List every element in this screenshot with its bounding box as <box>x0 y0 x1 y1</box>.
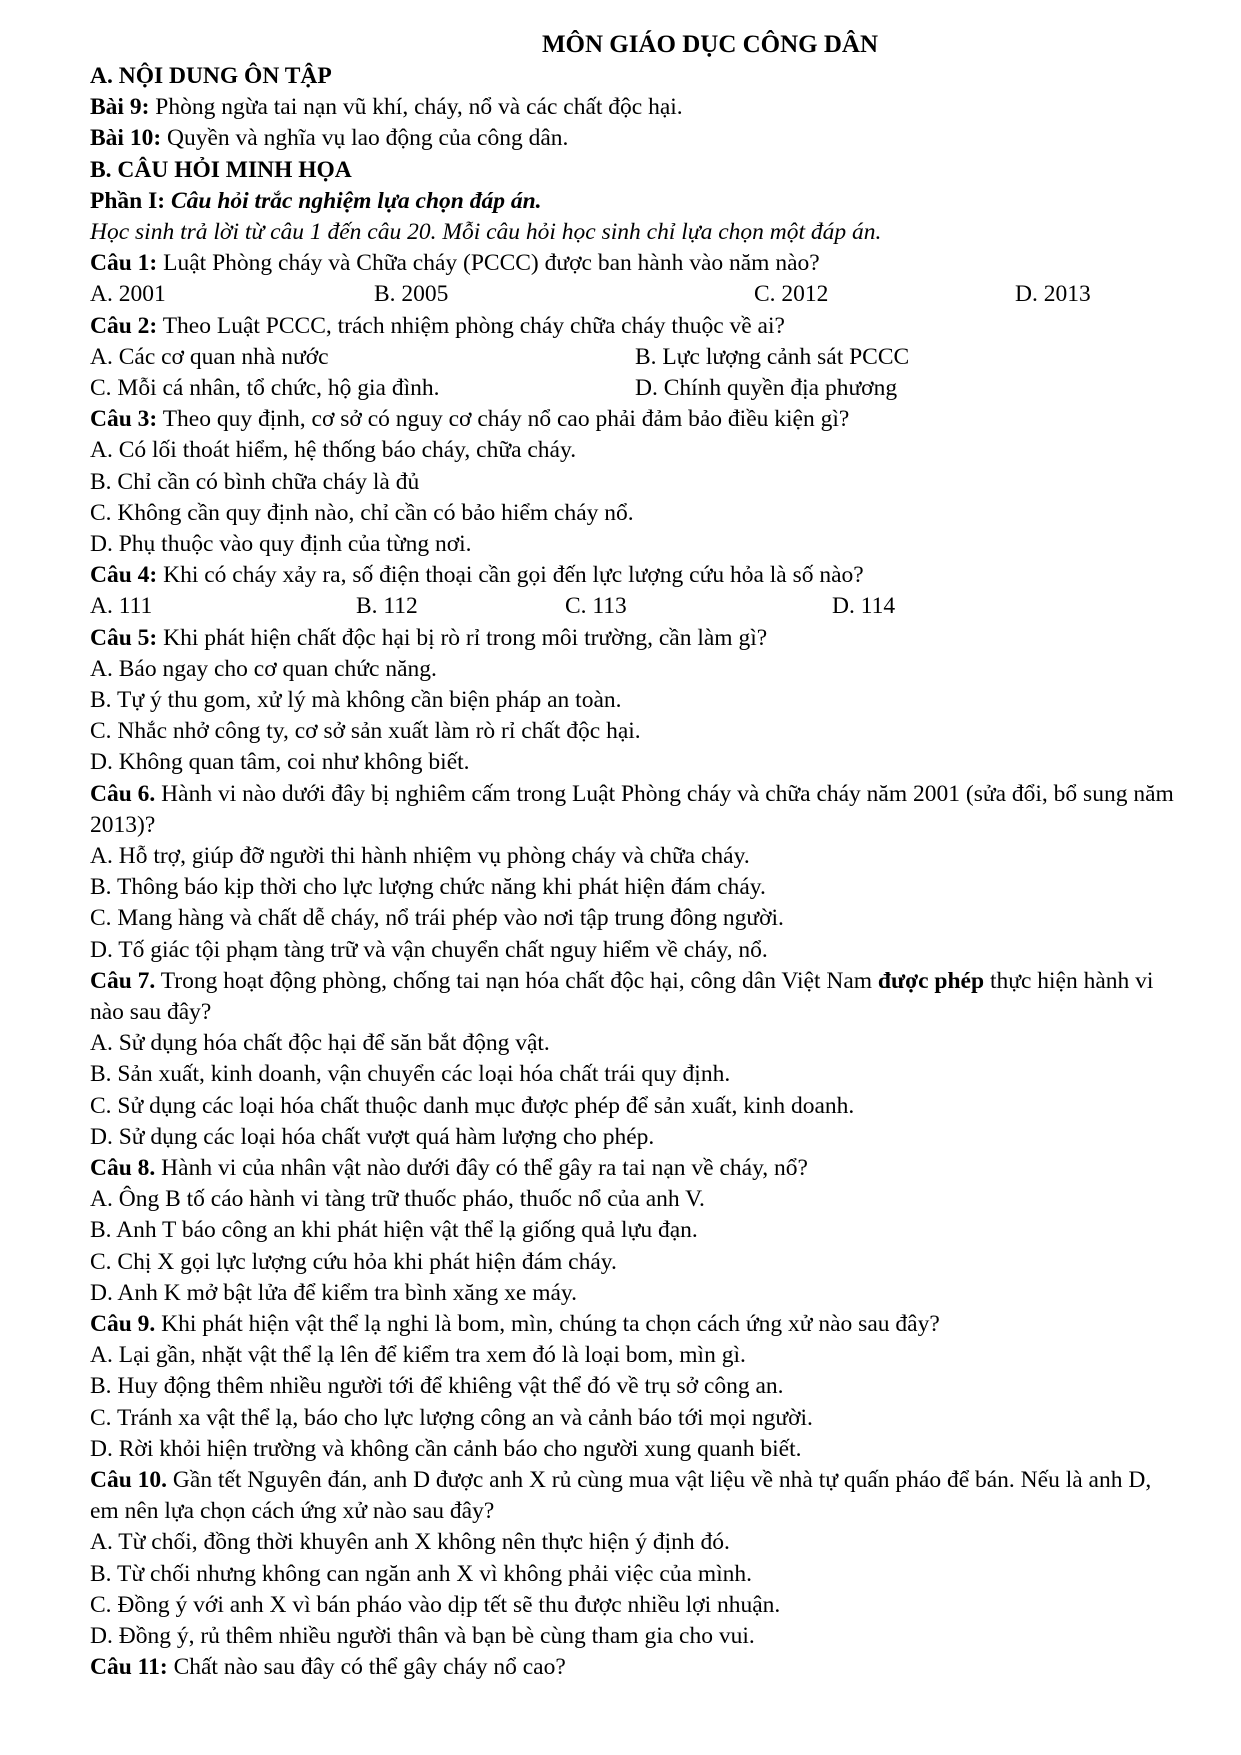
option-d: D. Đồng ý, rủ thêm nhiều người thân và bạn bè cùng tham gia cho vui. <box>90 1623 755 1650</box>
option-c: C. 2012 <box>754 281 829 308</box>
option-b: B. Thông báo kịp thời cho lực lượng chức năng khi phát hiện đám cháy. <box>90 874 766 901</box>
question-2-options-row-1 <box>90 342 1180 373</box>
question-label: Câu 8. <box>90 1155 156 1182</box>
option-c: C. Đồng ý với anh X vì bán pháo vào dịp tết sẽ thu được nhiều lợi nhuận. <box>90 1591 781 1618</box>
lesson-10 <box>90 123 1180 154</box>
part-label: Phần I: <box>90 187 166 214</box>
question-label: Câu 11: <box>90 1654 168 1681</box>
option-b: B. Lực lượng cảnh sát PCCC <box>635 343 910 370</box>
option-a: A. 2001 <box>90 281 166 308</box>
option-c: C. Mang hàng và chất dễ cháy, nổ trái phép vào nơi tập trung đông người. <box>90 905 784 932</box>
question-label: Câu 1: <box>90 250 158 277</box>
option-a: A. 111 <box>90 593 153 620</box>
option-c: C. Nhắc nhở công ty, cơ sở sản xuất làm rò rỉ chất độc hại. <box>90 718 641 745</box>
question-4-options <box>90 591 1180 622</box>
question-label: Câu 7. <box>90 967 156 994</box>
lesson-text: Phòng ngừa tai nạn vũ khí, cháy, nổ và các chất độc hại. <box>149 94 683 121</box>
question-3 <box>90 404 1180 435</box>
option-a: A. Ông B tố cáo hành vi tàng trữ thuốc pháo, thuốc nổ của anh V. <box>90 1186 705 1213</box>
option-d: D. Rời khỏi hiện trường và không cần cảnh báo cho người xung quanh biết. <box>90 1435 802 1462</box>
question-text: Khi phát hiện chất độc hại bị rò rỉ trong môi trường, cần làm gì? <box>157 624 768 651</box>
question-1 <box>90 248 1180 279</box>
question-label: Câu 2: <box>90 312 158 339</box>
option-d: D. Sử dụng các loại hóa chất vượt quá hàm lượng cho phép. <box>90 1123 655 1150</box>
option-b: B. 112 <box>356 593 418 620</box>
option-c: C. Chị X gọi lực lượng cứu hỏa khi phát hiện đám cháy. <box>90 1248 617 1275</box>
lesson-9 <box>90 92 1180 123</box>
question-label: Câu 4: <box>90 562 158 589</box>
option-c: C. Mỗi cá nhân, tổ chức, hộ gia đình. <box>90 375 440 401</box>
question-text: Luật Phòng cháy và Chữa cháy (PCCC) được ban hành vào năm nào? <box>157 250 820 277</box>
question-emphasis: được phép <box>877 967 985 994</box>
instruction: Học sinh trả lời từ câu 1 đến câu 20. Mỗi câu hỏi học sinh chỉ lựa chọn một đáp án. <box>90 219 882 246</box>
question-label: Câu 5: <box>90 624 158 651</box>
question-label: Câu 10. <box>90 1467 168 1494</box>
section-b-heading: B. CÂU HỎI MINH HỌA <box>90 156 352 183</box>
option-d: D. Anh K mở bật lửa để kiểm tra bình xăng xe máy. <box>90 1279 578 1306</box>
option-a: A. Sử dụng hóa chất độc hại để săn bắt động vật. <box>90 1030 550 1057</box>
option-a: A. Từ chối, đồng thời khuyên anh X không nên thực hiện ý định đó. <box>90 1529 730 1556</box>
option-c: C. Tránh xa vật thể lạ, báo cho lực lượng công an và cảnh báo tới mọi người. <box>90 1404 813 1431</box>
question-text: Theo quy định, cơ sở có nguy cơ cháy nổ cao phải đảm bảo điều kiện gì? <box>157 406 850 433</box>
question-text: Hành vi nào dưới đây bị nghiêm cấm trong Luật Phòng cháy và chữa cháy năm 2001 (sửa đổi, bổ sung năm 2013)? <box>90 780 1174 838</box>
option-b: B. Chỉ cần có bình chữa cháy là đủ <box>90 468 420 495</box>
document-title: MÔN GIÁO DỤC CÔNG DÂN <box>541 31 879 58</box>
question-5 <box>90 623 1180 654</box>
option-a: A. Có lối thoát hiểm, hệ thống báo cháy, chữa cháy. <box>90 437 577 464</box>
option-d: D. 2013 <box>1015 281 1091 308</box>
option-b: B. Huy động thêm nhiều người tới để khiêng vật thể đó về trụ sở công an. <box>90 1373 784 1400</box>
lesson-text: Quyền và nghĩa vụ lao động của công dân. <box>161 125 569 152</box>
question-1-options <box>90 279 1180 310</box>
question-label: Câu 3: <box>90 406 158 433</box>
question-label: Câu 6. <box>90 780 156 807</box>
option-a: A. Báo ngay cho cơ quan chức năng. <box>90 655 437 682</box>
option-c: C. Không cần quy định nào, chỉ cần có bảo hiểm cháy nổ. <box>90 499 634 526</box>
question-text: Khi phát hiện vật thể lạ nghi là bom, mìn, chúng ta chọn cách ứng xử nào sau đây? <box>155 1311 940 1338</box>
part-1-heading <box>90 186 1180 217</box>
question-4 <box>90 560 1180 591</box>
option-d: D. Không quan tâm, coi như không biết. <box>90 749 470 776</box>
question-text: Hành vi của nhân vật nào dưới đây có thể gây ra tai nạn về cháy, nổ? <box>155 1155 808 1182</box>
lesson-label: Bài 10: <box>90 125 162 152</box>
option-b: B. Tự ý thu gom, xử lý mà không cần biện pháp an toàn. <box>90 687 622 713</box>
question-7 <box>90 966 1180 1028</box>
option-a: A. Các cơ quan nhà nước <box>90 343 329 370</box>
question-6 <box>90 779 1180 841</box>
option-d: D. 114 <box>832 593 896 620</box>
question-text: Gần tết Nguyên đán, anh D được anh X rủ cùng mua vật liệu về nhà tự quấn pháo để bán. Nếu là anh D, em nên lựa chọn cách ứng xử nào sau đây? <box>90 1467 1152 1525</box>
option-c: C. Sử dụng các loại hóa chất thuộc danh mục được phép để sản xuất, kinh doanh. <box>90 1092 855 1119</box>
option-d: D. Phụ thuộc vào quy định của từng nơi. <box>90 531 472 557</box>
question-10 <box>90 1465 1180 1527</box>
option-c: C. 113 <box>565 593 627 620</box>
question-label: Câu 9. <box>90 1311 156 1338</box>
option-a: A. Hỗ trợ, giúp đỡ người thi hành nhiệm vụ phòng cháy và chữa cháy. <box>90 843 750 870</box>
option-d: D. Chính quyền địa phương <box>635 375 898 401</box>
option-a: A. Lại gần, nhặt vật thể lạ lên để kiểm tra xem đó là loại bom, mìn gì. <box>90 1342 746 1369</box>
part-title: Câu hỏi trắc nghiệm lựa chọn đáp án. <box>165 187 542 214</box>
section-a-heading: A. NỘI DUNG ÔN TẬP <box>90 63 332 89</box>
option-b: B. Anh T báo công an khi phát hiện vật thể lạ giống quả lựu đạn. <box>90 1217 698 1244</box>
question-11 <box>90 1652 1180 1683</box>
option-b: B. Sản xuất, kinh doanh, vận chuyển các loại hóa chất trái quy định. <box>90 1061 731 1088</box>
option-b: B. 2005 <box>374 281 449 308</box>
document-content <box>90 28 1180 1684</box>
option-b: B. Từ chối nhưng không can ngăn anh X vì không phải việc của mình. <box>90 1560 753 1587</box>
question-9 <box>90 1309 1180 1340</box>
option-d: D. Tố giác tội phạm tàng trữ và vận chuyển chất nguy hiểm về cháy, nổ. <box>90 936 768 963</box>
question-2 <box>90 311 1180 342</box>
question-text: Theo Luật PCCC, trách nhiệm phòng cháy chữa cháy thuộc về ai? <box>157 312 785 339</box>
lesson-label: Bài 9: <box>90 94 150 121</box>
question-text-end: thực hiện hành vi nào sau đây? <box>90 967 1154 1026</box>
question-text: Trong hoạt động phòng, chống tai nạn hóa chất độc hại, công dân Việt Nam <box>155 967 878 994</box>
question-8 <box>90 1153 1180 1184</box>
question-2-options-row-2 <box>90 373 1180 404</box>
question-text: Khi có cháy xảy ra, số điện thoại cần gọi đến lực lượng cứu hỏa là số nào? <box>157 562 864 589</box>
question-text: Chất nào sau đây có thể gây cháy nổ cao? <box>167 1654 566 1681</box>
